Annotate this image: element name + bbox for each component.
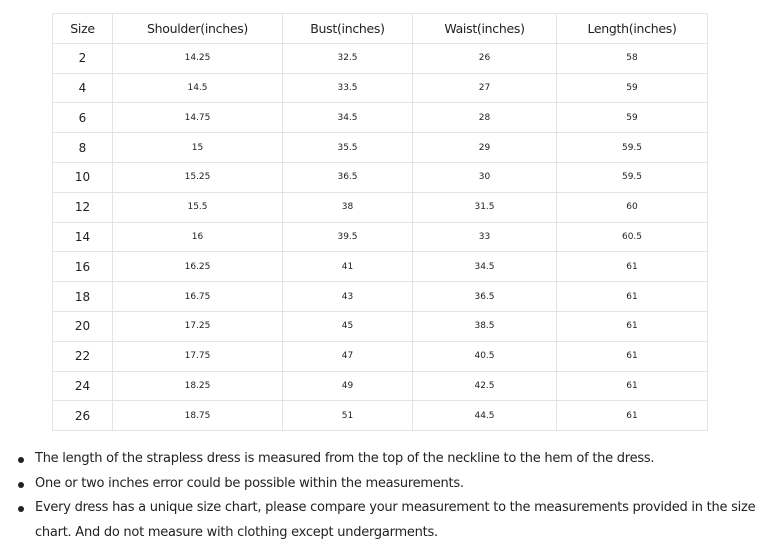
length-cell: 61 [557,341,708,371]
length-cell: 59 [557,73,708,103]
measurement-notes-list [17,447,762,545]
size-cell: 16 [53,252,113,282]
table-row [53,192,708,222]
length-cell: 61 [557,252,708,282]
waist-cell: 31.5 [413,192,557,222]
bust-cell: 33.5 [283,73,413,103]
length-cell: 59.5 [557,133,708,163]
shoulder-cell: 15.5 [113,192,283,222]
shoulder-cell: 16 [113,222,283,252]
table-row [53,401,708,431]
length-cell: 58 [557,43,708,73]
shoulder-cell: 15 [113,133,283,163]
bust-cell: 38 [283,192,413,222]
size-cell: 26 [53,401,113,431]
column-header-waist: Waist(inches) [413,14,557,44]
size-cell: 8 [53,133,113,163]
waist-cell: 42.5 [413,371,557,401]
table-row [53,73,708,103]
size-cell: 22 [53,341,113,371]
bust-cell: 47 [283,341,413,371]
length-cell: 61 [557,282,708,312]
table-row [53,371,708,401]
size-cell: 2 [53,43,113,73]
size-chart-table [52,13,708,431]
length-cell: 61 [557,311,708,341]
waist-cell: 44.5 [413,401,557,431]
shoulder-cell: 16.75 [113,282,283,312]
column-header-bust: Bust(inches) [283,14,413,44]
size-cell: 14 [53,222,113,252]
waist-cell: 38.5 [413,311,557,341]
size-cell: 6 [53,103,113,133]
bust-cell: 36.5 [283,162,413,192]
bullet-icon [18,482,24,488]
note-text: One or two inches error could be possible within the measurements. [35,475,464,491]
note-text: Every dress has a unique size chart, please compare your measurement to the measurements provided in the size chart. And do not measure with clothing except undergarments. [35,500,756,540]
shoulder-cell: 18.25 [113,371,283,401]
length-cell: 59.5 [557,162,708,192]
table-row [53,133,708,163]
length-cell: 61 [557,371,708,401]
bust-cell: 34.5 [283,103,413,133]
note-item [17,472,762,497]
note-text: The length of the strapless dress is measured from the top of the neckline to the hem of the dress. [35,451,655,466]
shoulder-cell: 16.25 [113,252,283,282]
length-cell: 60 [557,192,708,222]
waist-cell: 28 [413,103,557,133]
shoulder-cell: 15.25 [113,162,283,192]
waist-cell: 36.5 [413,282,557,312]
shoulder-cell: 17.25 [113,311,283,341]
table-body [53,43,708,430]
size-cell: 18 [53,282,113,312]
size-cell: 24 [53,371,113,401]
table-row [53,162,708,192]
shoulder-cell: 18.75 [113,401,283,431]
bullet-icon [18,506,24,512]
column-header-shoulder: Shoulder(inches) [113,14,283,44]
column-header-length: Length(inches) [557,14,708,44]
bullet-icon [18,457,24,463]
size-cell: 20 [53,311,113,341]
table-row [53,222,708,252]
waist-cell: 27 [413,73,557,103]
table-row [53,43,708,73]
length-cell: 61 [557,401,708,431]
bust-cell: 32.5 [283,43,413,73]
waist-cell: 40.5 [413,341,557,371]
bust-cell: 51 [283,401,413,431]
bust-cell: 43 [283,282,413,312]
table-header-row [53,14,708,44]
bust-cell: 35.5 [283,133,413,163]
length-cell: 59 [557,103,708,133]
waist-cell: 26 [413,43,557,73]
shoulder-cell: 17.75 [113,341,283,371]
table-row [53,252,708,282]
size-cell: 4 [53,73,113,103]
waist-cell: 29 [413,133,557,163]
shoulder-cell: 14.75 [113,103,283,133]
note-item [17,447,762,472]
shoulder-cell: 14.5 [113,73,283,103]
waist-cell: 34.5 [413,252,557,282]
table-row [53,282,708,312]
table-row [53,103,708,133]
bust-cell: 45 [283,311,413,341]
length-cell: 60.5 [557,222,708,252]
table-row [53,341,708,371]
bust-cell: 39.5 [283,222,413,252]
size-cell: 12 [53,192,113,222]
size-cell: 10 [53,162,113,192]
waist-cell: 33 [413,222,557,252]
bust-cell: 41 [283,252,413,282]
waist-cell: 30 [413,162,557,192]
column-header-size: Size [53,14,113,44]
bust-cell: 49 [283,371,413,401]
note-item [17,496,762,545]
shoulder-cell: 14.25 [113,43,283,73]
table-row [53,311,708,341]
